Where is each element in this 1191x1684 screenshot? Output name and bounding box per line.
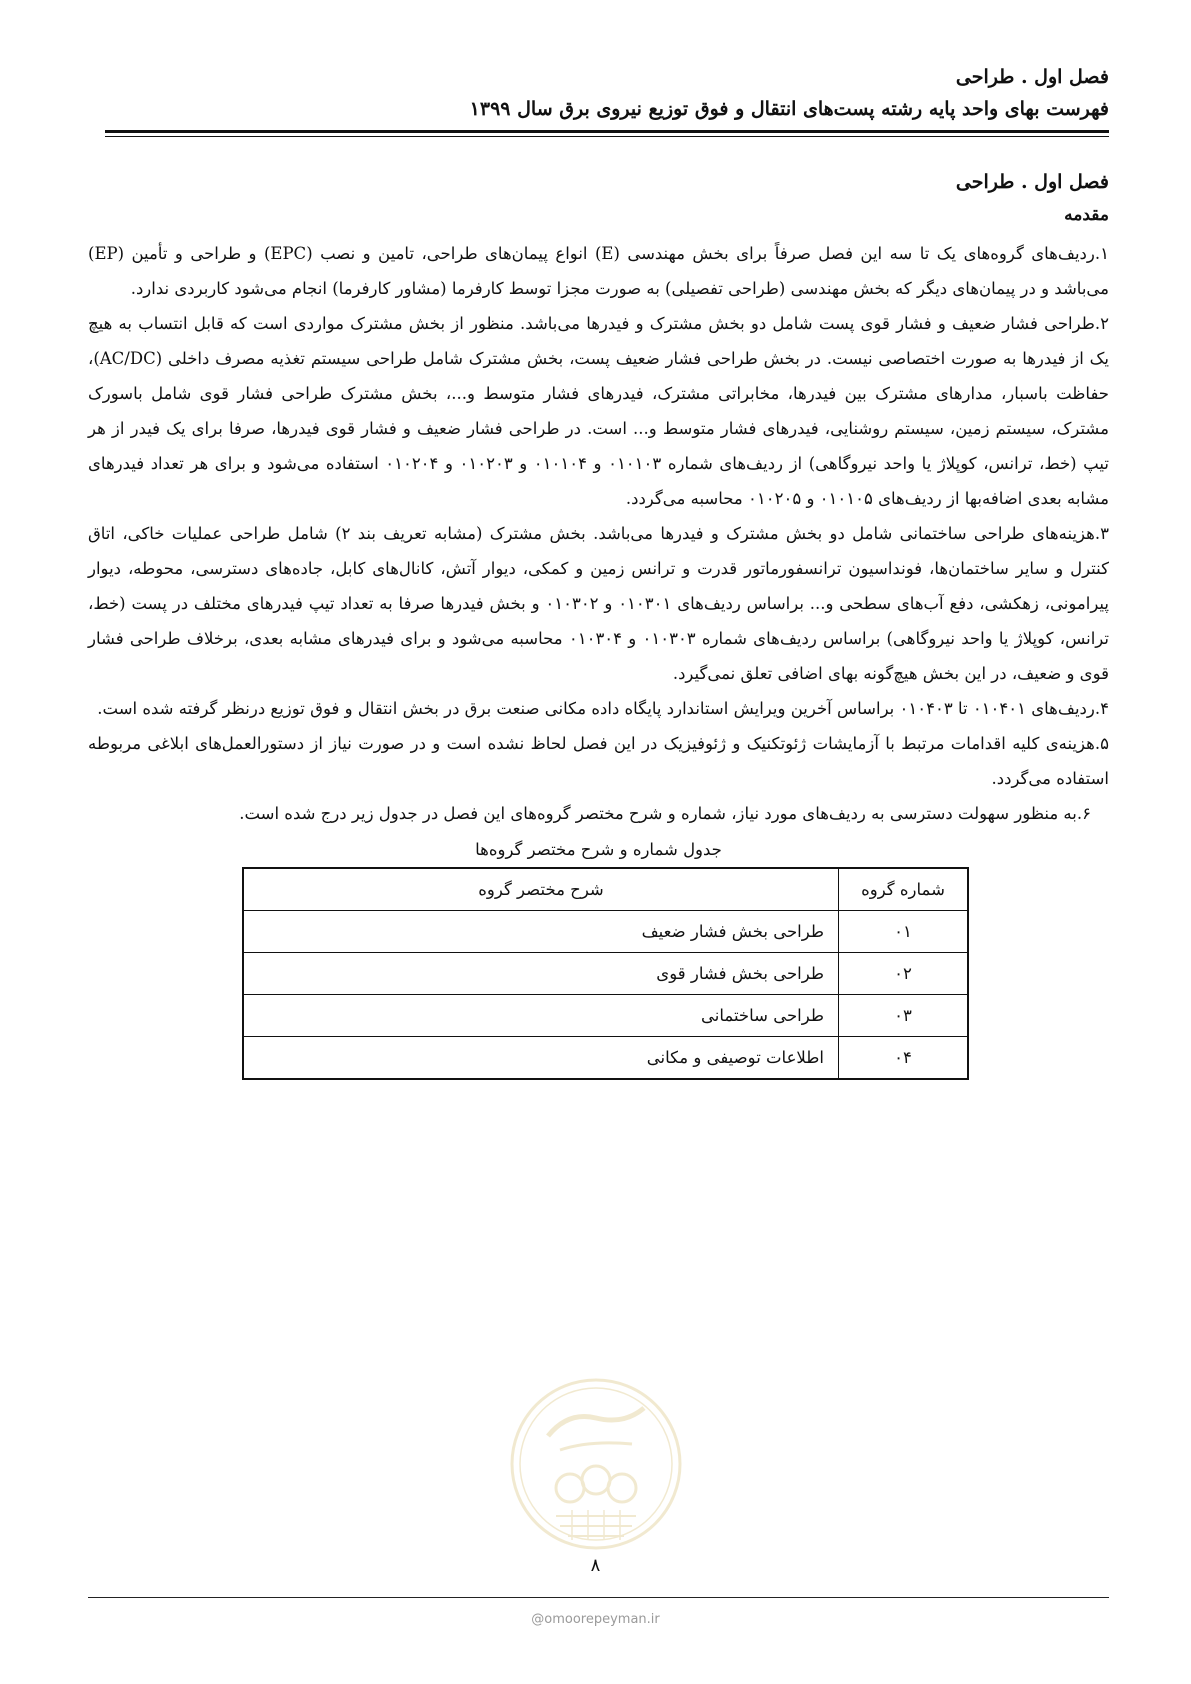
paragraph-6: ۶.به منظور سهولت دسترسی به ردیف‌های مورد نیاز، شماره و شرح مختصر گروه‌های این فصل در جدول زیر درج شده است. [239, 804, 1091, 823]
group-number-cell: ۰۴ [839, 1037, 969, 1080]
group-number-cell: ۰۱ [839, 911, 969, 953]
paragraph-1: ۱.ردیف‌های گروه‌های یک تا سه این فصل صرفاً برای بخش مهندسی (E) انواع پیمان‌های طراحی، تامین و نصب (EPC) و طراحی و تأمین (EP) می‌باشد و در پیمان‌های دیگر که بخش مهندسی (طراحی تفصیلی) به صورت مجزا توسط کارفرما (مشاور کارفرما) انجام می‌شود کاربردی ندارد. [88, 244, 1109, 298]
header-chapter: فصل اول . طراحی [955, 66, 1109, 88]
header-rule-thick [105, 130, 1109, 133]
group-number-cell: ۰۳ [839, 995, 969, 1037]
table-caption: جدول شماره و شرح مختصر گروه‌ها [475, 840, 722, 859]
table-row [243, 911, 968, 953]
group-description-cell: اطلاعات توصیفی و مکانی [243, 1037, 839, 1080]
table-row [243, 995, 968, 1037]
header-subtitle: فهرست بهای واحد پایه رشته پست‌های انتقال و فوق توزیع نیروی برق سال ۱۳۹۹ [469, 98, 1109, 120]
groups-table [242, 867, 969, 1080]
paragraph-4: ۴.ردیف‌های ۰۱۰۴۰۱ تا ۰۱۰۴۰۳ براساس آخرین ویرایش استاندارد پایگاه داده مکانی صنعت برق در بخش انتقال و فوق توزیع درنظر گرفته شده است. [97, 699, 1109, 718]
running-header [105, 62, 1109, 126]
section-title: فصل اول . طراحی [955, 171, 1109, 193]
main-content [88, 164, 1109, 1080]
header-rule-thin [105, 136, 1109, 137]
paragraph-3: ۳.هزینه‌های طراحی ساختمانی شامل دو بخش مشترک و فیدرها می‌باشد. بخش مشترک (مشابه تعریف بند ۲) شامل طراحی عملیات خاکی، اتاق کنترل و سایر ساختمان‌ها، فونداسیون ترانسفورماتور قدرت و ترانس زمین و کمکی، دیوار آتش، کانال‌های کابل، جاده‌های دسترسی، محوطه، دیوار پیرامونی، زهکشی، دفع آب‌های سطحی و... براساس ردیف‌های ۰۱۰۳۰۱ و ۰۱۰۳۰۲ و بخش فیدرها صرفا به تعداد تیپ فیدرهای مختلف در پست (خط، ترانس، کوپلاژ یا واحد نیروگاهی) براساس ردیف‌های شماره ۰۱۰۳۰۳ و ۰۱۰۳۰۴ محاسبه می‌شود و برای فیدرهای مشابه بعدی، برخلاف طراحی فشار قوی و ضعیف، در این بخش هیچ‌گونه بهای اضافی تعلق نمی‌گیرد. [88, 524, 1109, 683]
group-description-cell: طراحی بخش فشار قوی [243, 953, 839, 995]
table-row [243, 953, 968, 995]
header-group-number: شماره گروه [839, 868, 969, 911]
website-watermark: @omoorepeyman.ir [531, 1612, 660, 1627]
page-number: ۸ [590, 1555, 601, 1576]
watermark-logo [508, 1376, 684, 1552]
footer-rule [88, 1597, 1109, 1598]
paragraph-5: ۵.هزینه‌ی کلیه اقدامات مرتبط با آزمایشات ژئوتکنیک و ژئوفیزیک در این فصل لحاظ نشده است و در صورت نیاز از دستورالعمل‌های ابلاغی مربوطه استفاده می‌گردد. [88, 734, 1109, 788]
table-header-row [243, 868, 968, 911]
group-description-cell: طراحی ساختمانی [243, 995, 839, 1037]
table-row [243, 1037, 968, 1080]
group-number-cell: ۰۲ [839, 953, 969, 995]
paragraph-2: ۲.طراحی فشار ضعیف و فشار قوی پست شامل دو بخش مشترک و فیدرها می‌باشد. منظور از بخش مشترک مواردی است که قابل انتساب به هیچ یک از فیدرها به صورت اختصاصی نیست. در بخش طراحی فشار ضعیف پست، بخش مشترک شامل طراحی سیستم تغذیه مصرف داخلی (AC/DC)، حفاظت باسبار، مدارهای مشترک بین فیدرها، مخابراتی مشترک، فیدرهای فشار متوسط و...، بخش مشترک طراحی فشار قوی شامل باسورک مشترک، سیستم زمین، سیستم روشنایی، فیدرهای فشار متوسط و... است. در طراحی فشار ضعیف و فشار قوی فیدرها، صرفا برای یک فیدر از هر تیپ (خط، ترانس، کوپلاژ یا واحد نیروگاهی) از ردیف‌های شماره ۰۱۰۱۰۳ و ۰۱۰۱۰۴ و ۰۱۰۲۰۳ و ۰۱۰۲۰۴ استفاده می‌شود و برای هر تعداد فیدرهای مشابه بعدی اضافه‌بها از ردیف‌های ۰۱۰۱۰۵ و ۰۱۰۲۰۵ محاسبه می‌گردد. [88, 314, 1109, 508]
header-group-description: شرح مختصر گروه [243, 868, 839, 911]
group-description-cell: طراحی بخش فشار ضعیف [243, 911, 839, 953]
section-subtitle: مقدمه [1064, 205, 1109, 225]
